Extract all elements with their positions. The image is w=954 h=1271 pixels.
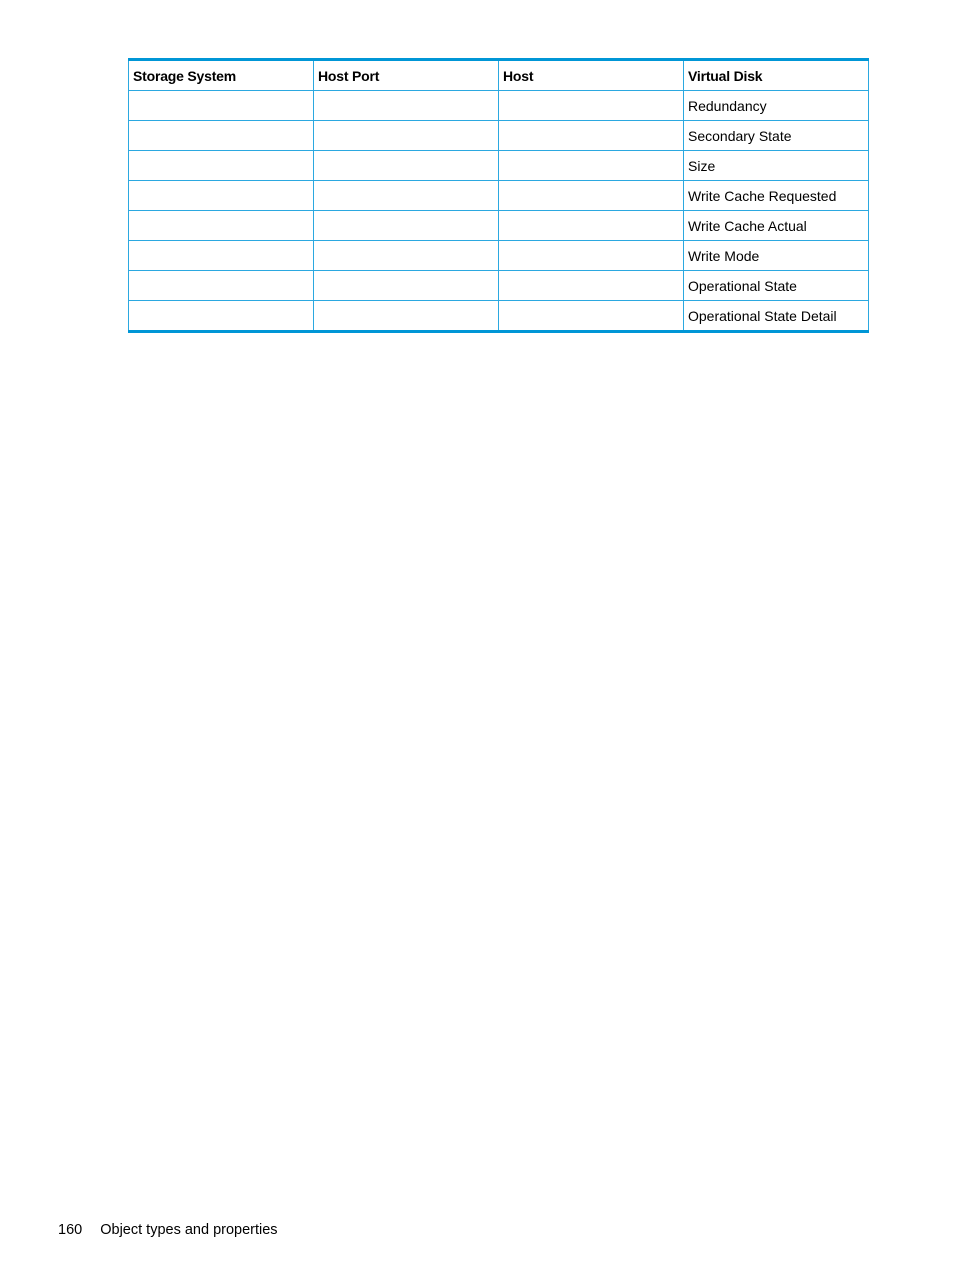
- table-cell: [499, 121, 684, 151]
- table-cell: [314, 241, 499, 271]
- footer-section-title: Object types and properties: [100, 1222, 278, 1238]
- table-cell: [314, 301, 499, 332]
- table-cell: Operational State: [684, 271, 869, 301]
- table-cell: Redundancy: [684, 91, 869, 121]
- table-cell: [314, 181, 499, 211]
- column-header-virtual-disk: Virtual Disk: [684, 60, 869, 91]
- table-cell: [314, 271, 499, 301]
- table-cell: Size: [684, 151, 869, 181]
- properties-table: [128, 58, 869, 333]
- table-row: [129, 211, 869, 241]
- table-header-row: [129, 60, 869, 91]
- page-footer: [58, 1222, 278, 1238]
- table-cell: Write Cache Actual: [684, 211, 869, 241]
- table-cell: Write Mode: [684, 241, 869, 271]
- table-cell: [129, 271, 314, 301]
- table-row: [129, 271, 869, 301]
- table-cell: [129, 301, 314, 332]
- table-row: [129, 151, 869, 181]
- table-row: [129, 301, 869, 332]
- table-cell: [499, 211, 684, 241]
- table-cell: [314, 121, 499, 151]
- column-header-storage-system: Storage System: [129, 60, 314, 91]
- table-row: [129, 181, 869, 211]
- page-number: 160: [58, 1222, 83, 1238]
- table-cell: [314, 91, 499, 121]
- table-cell: [314, 211, 499, 241]
- table-cell: [129, 121, 314, 151]
- table-row: [129, 91, 869, 121]
- table-cell: [499, 151, 684, 181]
- column-header-host: Host: [499, 60, 684, 91]
- table-cell: Write Cache Requested: [684, 181, 869, 211]
- table-cell: [129, 91, 314, 121]
- table-row: [129, 241, 869, 271]
- table-cell: [129, 241, 314, 271]
- table-cell: [499, 91, 684, 121]
- column-header-host-port: Host Port: [314, 60, 499, 91]
- table-cell: [129, 211, 314, 241]
- table-cell: Operational State Detail: [684, 301, 869, 332]
- table-cell: [499, 271, 684, 301]
- table-cell: Secondary State: [684, 121, 869, 151]
- table-cell: [314, 151, 499, 181]
- table-row: [129, 121, 869, 151]
- table-cell: [499, 301, 684, 332]
- table-cell: [129, 151, 314, 181]
- table-cell: [499, 181, 684, 211]
- table-cell: [499, 241, 684, 271]
- table-cell: [129, 181, 314, 211]
